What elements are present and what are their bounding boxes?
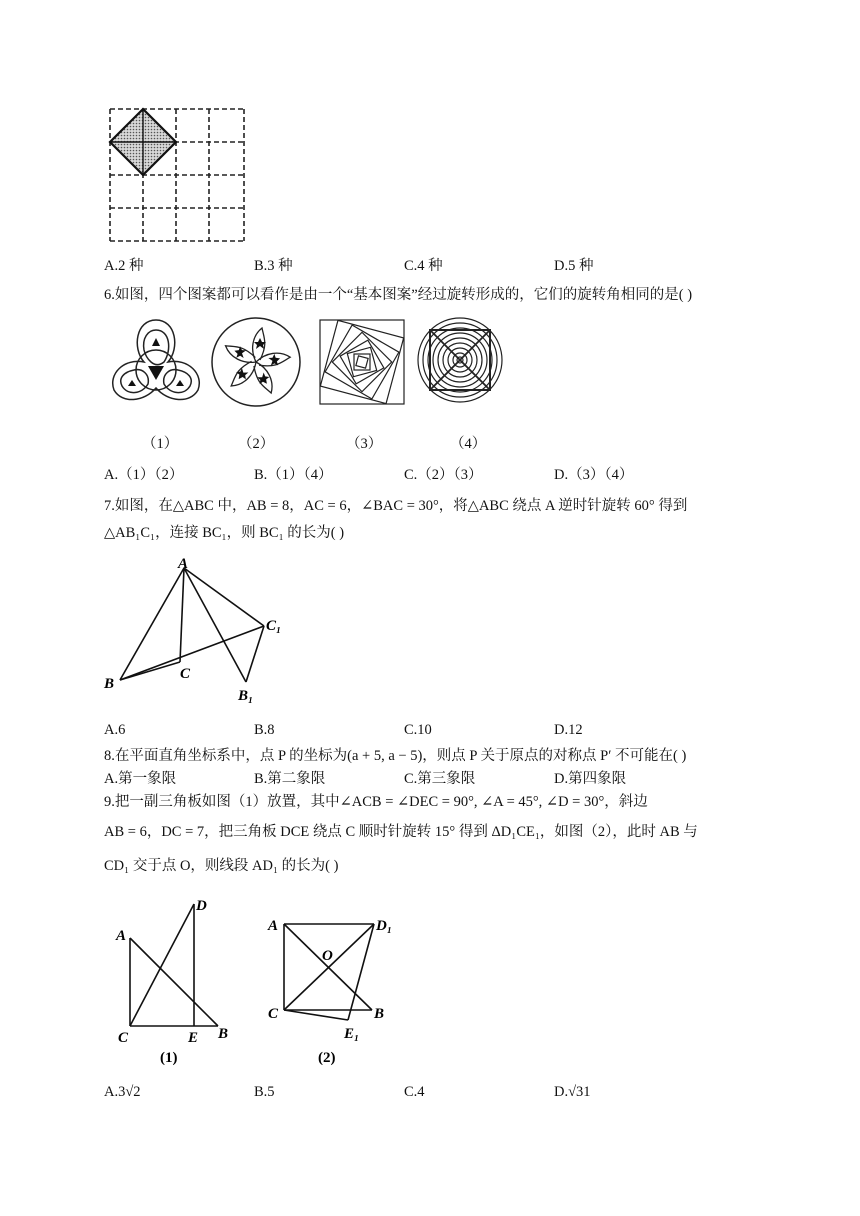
q9-fig1-label-e: E <box>188 1030 199 1046</box>
q5-option-d: D.5 种 <box>554 258 594 274</box>
q8-stem: 8.在平面直角坐标系中，点 P 的坐标为(a + 5, a − 5)，则点 P 关于原点的对称点 P′ 不可能在( ) <box>104 748 687 764</box>
q9-option-a: A.3√2 <box>104 1084 141 1100</box>
q8-option-d: D.第四象限 <box>554 771 627 787</box>
q9-fig2-label-d1: D₁ <box>376 918 393 934</box>
q6-caption-1: （1） <box>142 436 179 452</box>
q6-pattern-3 <box>318 318 406 406</box>
q6-pattern-2 <box>210 316 302 408</box>
q9-stem-line3: CD₁ 交于点 O，则线段 AD₁ 的长为( ) <box>104 858 339 874</box>
q5-option-a: A.2 种 <box>104 258 144 274</box>
q6-option-d: D.（3）（4） <box>554 467 634 483</box>
q7-option-a: A.6 <box>104 722 126 738</box>
q9-stem-line2: AB = 6，DC = 7，把三角板 DCE 绕点 C 顺时针旋转 15° 得到 ΔD₁CE₁，如图（2），此时 AB 与 <box>104 824 698 840</box>
q8-option-c: C.第三象限 <box>404 771 476 787</box>
q7-label-c1: C₁ <box>266 618 282 634</box>
q5-option-b: B.3 种 <box>254 258 293 274</box>
q9-figure-2 <box>262 900 412 1070</box>
q7-option-b: B.8 <box>254 722 275 738</box>
q7-option-d: D.12 <box>554 722 583 738</box>
q7-label-b1: B₁ <box>238 688 254 704</box>
q9-fig1-label-d: D <box>196 898 207 914</box>
q9-fig2-label-c: C <box>268 1006 279 1022</box>
q9-fig1-label-c: C <box>118 1030 129 1046</box>
q9-stem-line1: 9.把一副三角板如图（1）放置，其中∠ACB = ∠DEC = 90°, ∠A = 45°, ∠D = 30°，斜边 <box>104 794 648 810</box>
q6-option-b: B.（1）（4） <box>254 467 333 483</box>
q9-fig2-label-o: O <box>322 948 333 964</box>
q9-option-c: C.4 <box>404 1084 425 1100</box>
q6-caption-2: （2） <box>238 436 275 452</box>
q5-grid-figure <box>108 107 246 243</box>
q7-option-c: C.10 <box>404 722 432 738</box>
q6-caption-4: （4） <box>450 436 487 452</box>
q6-option-c: C.（2）（3） <box>404 467 483 483</box>
q9-fig1-caption: (1) <box>160 1050 178 1066</box>
q9-option-b: B.5 <box>254 1084 275 1100</box>
q6-pattern-4 <box>416 316 504 404</box>
q9-fig2-label-a: A <box>268 918 279 934</box>
q7-triangle-figure <box>100 556 300 712</box>
q7-label-b: B <box>104 676 115 692</box>
q9-fig2-label-b: B <box>374 1006 385 1022</box>
q9-option-d: D.√31 <box>554 1084 591 1100</box>
q5-option-c: C.4 种 <box>404 258 443 274</box>
q7-stem-line1: 7.如图，在△ABC 中，AB = 8，AC = 6，∠BAC = 30°，将△ABC 绕点 A 逆时针旋转 60° 得到 <box>104 498 688 514</box>
q9-fig2-caption: (2) <box>318 1050 336 1066</box>
q7-label-a: A <box>178 556 189 572</box>
q8-option-b: B.第二象限 <box>254 771 326 787</box>
q6-stem: 6.如图，四个图案都可以看作是由一个“基本图案”经过旋转形成的，它们的旋转角相同的是( ) <box>104 287 693 303</box>
q9-fig1-label-b: B <box>218 1026 229 1042</box>
q6-option-a: A.（1）（2） <box>104 467 184 483</box>
q7-label-c: C <box>180 666 191 682</box>
q6-caption-3: （3） <box>346 436 383 452</box>
q8-option-a: A.第一象限 <box>104 771 177 787</box>
q6-pattern-1 <box>108 318 204 404</box>
q7-stem-line2: △AB₁C₁，连接 BC₁，则 BC₁ 的长为( ) <box>104 525 345 541</box>
q9-figure-1 <box>110 892 240 1072</box>
q9-fig1-label-a: A <box>116 928 127 944</box>
q9-fig2-label-e1: E₁ <box>344 1026 360 1042</box>
